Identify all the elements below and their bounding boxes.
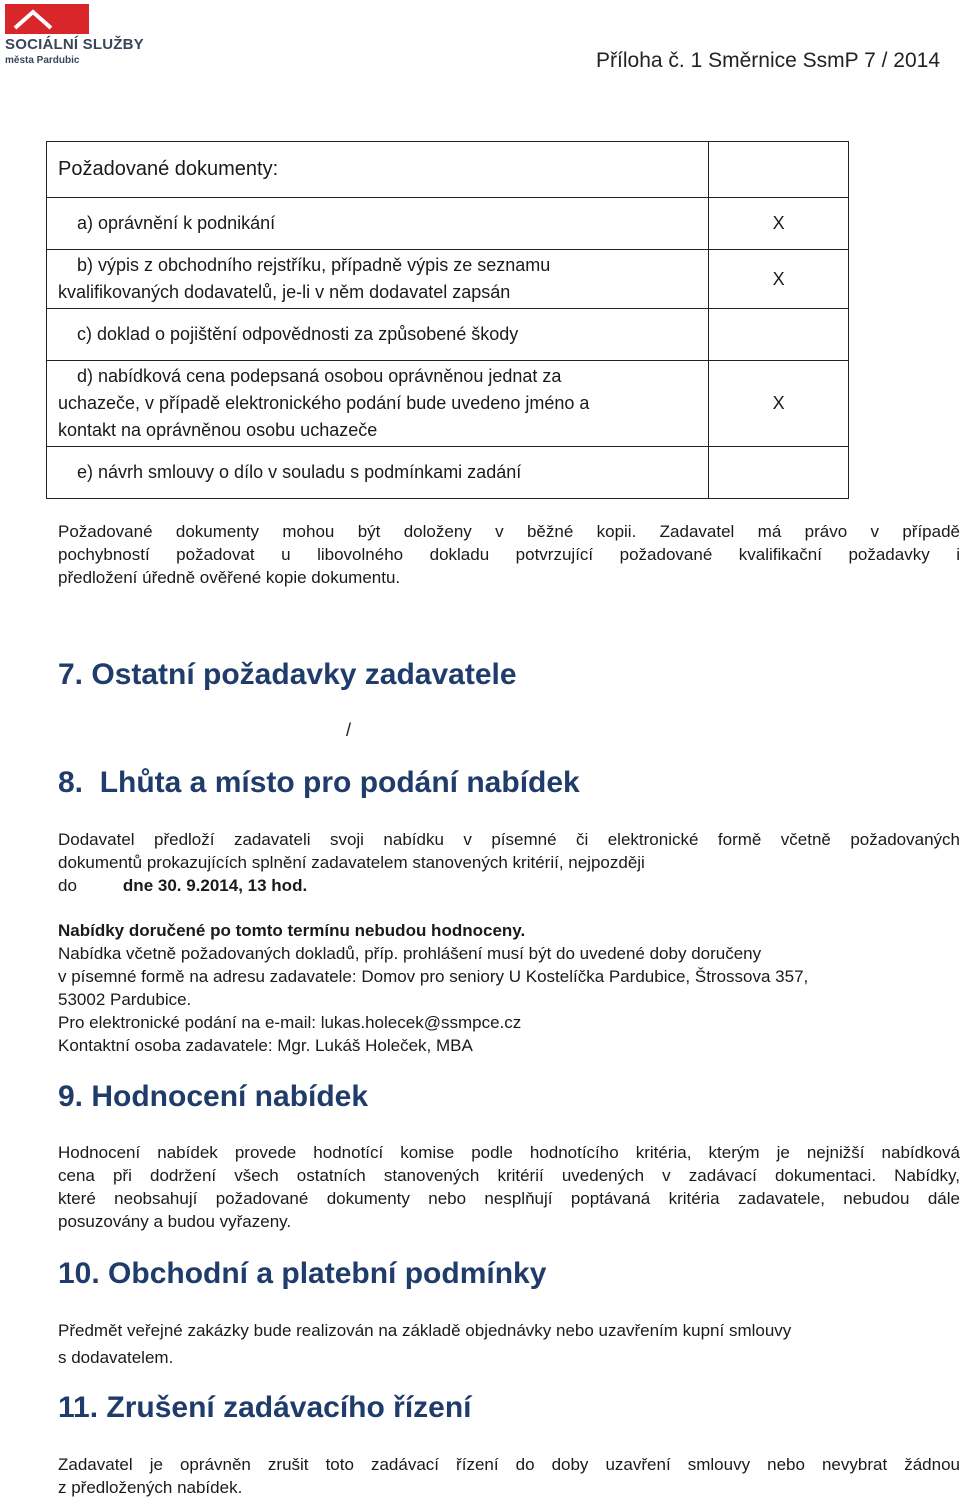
section-8-heading: 8. Lhůta a místo pro podání nabídek bbox=[58, 766, 580, 799]
paragraph-line: posuzovány a budou vyřazeny. bbox=[58, 1212, 292, 1231]
requirement-mark bbox=[709, 309, 849, 361]
requirement-mark bbox=[709, 447, 849, 499]
deadline-line bbox=[58, 874, 960, 897]
paragraph-line: Dodavatel předloží zadavateli svoji nabídku v písemné či elektronické formě včetně požadovaných bbox=[58, 830, 960, 849]
section-9-heading: 9. Hodnocení nabídek bbox=[58, 1080, 369, 1113]
documents-note bbox=[58, 520, 960, 589]
paragraph-line: Zadavatel je oprávněn zrušit toto zadávací řízení do doby uzavření smlouvy nebo nevybrat žádnou bbox=[58, 1455, 960, 1474]
requirement-text: c) doklad o pojištění odpovědnosti za způsobené škody bbox=[77, 324, 519, 344]
paragraph-line: v písemné formě na adresu zadavatele: Domov pro seniory U Kostelíčka Pardubice, Štrossova 357, bbox=[58, 967, 809, 986]
table-title: Požadované dokumenty: bbox=[47, 142, 709, 198]
deadline-prefix: do bbox=[58, 876, 77, 895]
note-line: Požadované dokumenty mohou být doloženy v běžné kopii. Zadavatel má právo v případě bbox=[58, 522, 960, 541]
paragraph-line: Hodnocení nabídek provede hodnotící komise podle hodnotícího kritéria, kterým je nejnižší nabídková bbox=[58, 1143, 960, 1162]
document-reference: Příloha č. 1 Směrnice SsmP 7 / 2014 bbox=[596, 49, 940, 72]
section-7-content: / bbox=[346, 720, 352, 740]
logo bbox=[3, 4, 144, 66]
paragraph-line: 53002 Pardubice. bbox=[58, 990, 192, 1009]
section-11-heading: 11. Zrušení zadávacího řízení bbox=[58, 1391, 472, 1424]
section-10-heading: 10. Obchodní a platební podmínky bbox=[58, 1257, 547, 1290]
requirement-mark: X bbox=[709, 361, 849, 447]
paragraph-line: Nabídka včetně požadovaných dokladů, příp. prohlášení musí být do uvedené doby doručeny bbox=[58, 944, 762, 963]
section-10-paragraph bbox=[58, 1319, 928, 1369]
requirement-mark: X bbox=[709, 198, 849, 250]
table-row bbox=[47, 361, 849, 447]
requirement-text: d) nabídková cena podepsaná osobou oprávněnou jednat za bbox=[77, 366, 562, 386]
requirement-text: a) oprávnění k podnikání bbox=[77, 213, 276, 233]
table-header-row bbox=[47, 142, 849, 198]
section-11-paragraph bbox=[58, 1453, 960, 1499]
electronic-submission: Pro elektronické podání na e-mail: lukas.holecek@ssmpce.cz bbox=[58, 1013, 522, 1032]
requirement-text-cont: kvalifikovaných dodavatelů, je-li v něm dodavatel zapsán bbox=[58, 282, 511, 302]
table-row bbox=[47, 198, 849, 250]
note-line: předložení úředně ověřené kopie dokumentu. bbox=[58, 568, 401, 587]
requirement-text: e) návrh smlouvy o dílo v souladu s podmínkami zadání bbox=[77, 462, 522, 482]
table-header-blank bbox=[709, 142, 849, 198]
late-offers-notice: Nabídky doručené po tomto termínu nebudou hodnoceny. bbox=[58, 921, 526, 940]
paragraph-line: které neobsahují požadované dokumenty nebo nesplňují poptávaná kritéria zadavatele, nebudou dále bbox=[58, 1189, 960, 1208]
paragraph-line: cena při dodržení všech ostatních stanovených kritérií uvedených v zadávací dokumentaci. Nabídky, bbox=[58, 1166, 960, 1185]
paragraph-line: s dodavatelem. bbox=[58, 1348, 174, 1367]
logo-name: SOCIÁLNÍ SLUŽBY bbox=[5, 36, 144, 53]
requirement-text-cont: uchazeče, v případě elektronického podání bude uvedeno jméno a bbox=[58, 393, 590, 413]
deadline-value: dne 30. 9.2014, 13 hod. bbox=[122, 876, 308, 895]
note-line: pochybností požadovat u libovolného dokladu potvrzující požadované kvalifikační požadavky i bbox=[58, 545, 960, 564]
requirements-table bbox=[46, 141, 849, 499]
table-row bbox=[47, 447, 849, 499]
section-9-paragraph bbox=[58, 1141, 960, 1233]
logo-subtitle: města Pardubic bbox=[5, 55, 80, 66]
requirement-text: b) výpis z obchodního rejstříku, případně výpis ze seznamu bbox=[77, 255, 551, 275]
section-7-heading: 7. Ostatní požadavky zadavatele bbox=[58, 658, 517, 691]
requirement-text-cont: kontakt na oprávněnou osobu uchazeče bbox=[58, 420, 378, 440]
logo-house-icon bbox=[5, 4, 89, 34]
paragraph-line: z předložených nabídek. bbox=[58, 1478, 243, 1497]
table-row bbox=[47, 309, 849, 361]
paragraph-line: Předmět veřejné zakázky bude realizován na základě objednávky nebo uzavřením kupní smlouvy bbox=[58, 1321, 792, 1340]
table-row bbox=[47, 250, 849, 309]
requirement-mark: X bbox=[709, 250, 849, 309]
delivery-paragraph bbox=[58, 942, 938, 1011]
contact-person: Kontaktní osoba zadavatele: Mgr. Lukáš Holeček, MBA bbox=[58, 1036, 473, 1055]
paragraph-line: dokumentů prokazujících splnění zadavatelem stanovených kritérií, nejpozději bbox=[58, 853, 645, 872]
section-8-paragraph bbox=[58, 828, 960, 897]
